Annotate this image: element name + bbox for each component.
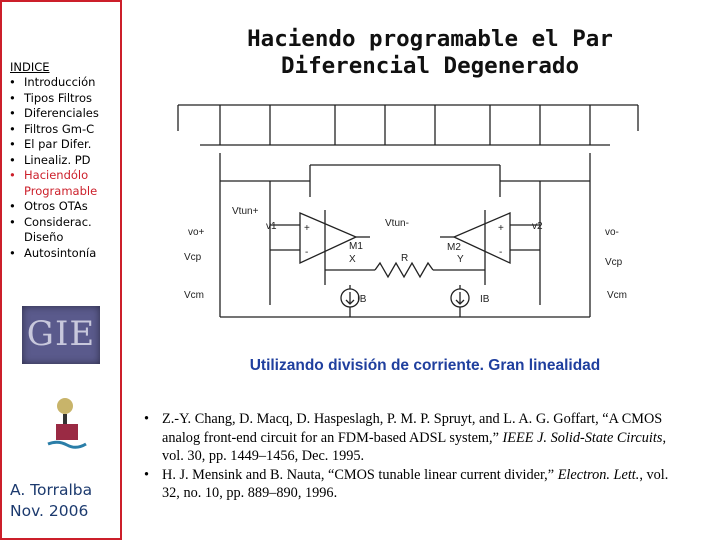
index-item-otros-otas[interactable]: • Otros OTAs: [9, 199, 88, 213]
title-line-1: Haciendo programable el Par: [247, 26, 613, 52]
opamp-right-minus: -: [499, 247, 503, 258]
label-vtun-plus: Vtun+: [232, 206, 259, 217]
author-block: [10, 480, 92, 522]
index-item-introduccion[interactable]: • Introducción: [9, 75, 96, 89]
index-item-haciendolo-programable[interactable]: • Haciendólo Programable: [9, 168, 98, 198]
label-r: R: [401, 253, 409, 264]
gie-logo: GIE: [22, 306, 100, 364]
index-item-autosintonia[interactable]: • Autosintonía: [9, 245, 97, 260]
opamp-left: [300, 213, 356, 263]
author-date: Nov. 2006: [10, 502, 89, 520]
label-vcm-left: Vcm: [184, 290, 204, 301]
label-m2: M2: [447, 242, 461, 253]
slide-title: [170, 26, 690, 80]
circuit-diagram: [160, 95, 650, 335]
index-item-tipos-filtros[interactable]: • Tipos Filtros: [9, 90, 93, 105]
opamp-left-minus: -: [305, 247, 309, 258]
label-vo-minus: vo-: [605, 227, 619, 238]
label-v2: v2: [532, 221, 543, 232]
figure-caption: Utilizando división de corriente. Gran linealidad: [249, 357, 601, 374]
label-vcm-right: Vcm: [607, 290, 627, 301]
index-item-filtros-gmc[interactable]: • Filtros Gm-C: [9, 121, 95, 136]
label-ib-right: IB: [480, 294, 490, 305]
label-vcp-left: Vcp: [184, 252, 202, 263]
label-vtun-minus: Vtun-: [385, 218, 409, 229]
index-item-linealiz-pd[interactable]: • Linealiz. PD: [9, 152, 91, 167]
reference-item: • Z.-Y. Chang, D. Macq, D. Haspeslagh, P. M. P. Spruyt, and L. A. G. Goffart, “A CMOS analog front-end circuit for an FDM-based ADSL system,” IEEE J. Solid-State Circuits, vol. 30, pp. 1449–1456, Dec. 1995.: [144, 411, 667, 464]
title-line-2: Diferencial Degenerado: [280, 53, 579, 79]
author-name: A. Torralba: [10, 481, 93, 499]
index-item-diferenciales[interactable]: • Diferenciales: [9, 106, 99, 120]
index-item-considerac-diseno[interactable]: • Considerac. Diseño: [9, 214, 92, 244]
label-v1: v1: [266, 221, 277, 232]
index-list: [9, 75, 121, 261]
university-logo-icon: [44, 396, 90, 454]
label-m1: M1: [349, 241, 363, 252]
opamp-right-plus: +: [498, 223, 504, 234]
index-title: INDICE: [10, 60, 50, 74]
label-vcp-right: Vcp: [605, 257, 623, 268]
label-y: Y: [457, 254, 464, 265]
reference-item: • H. J. Mensink and B. Nauta, “CMOS tunable linear current divider,” Electron. Lett., vol. 32, no. 10, pp. 889–890, 1996.: [144, 466, 669, 501]
label-ib-left: IB: [357, 294, 367, 305]
label-vo-plus: vo+: [188, 227, 205, 238]
current-source-right: [451, 289, 469, 307]
opamp-left-plus: +: [304, 223, 310, 234]
index-item-par-difer[interactable]: • El par Difer.: [9, 137, 92, 151]
references-list: [140, 410, 672, 503]
sidebar: [0, 0, 122, 540]
label-x: X: [349, 254, 356, 265]
